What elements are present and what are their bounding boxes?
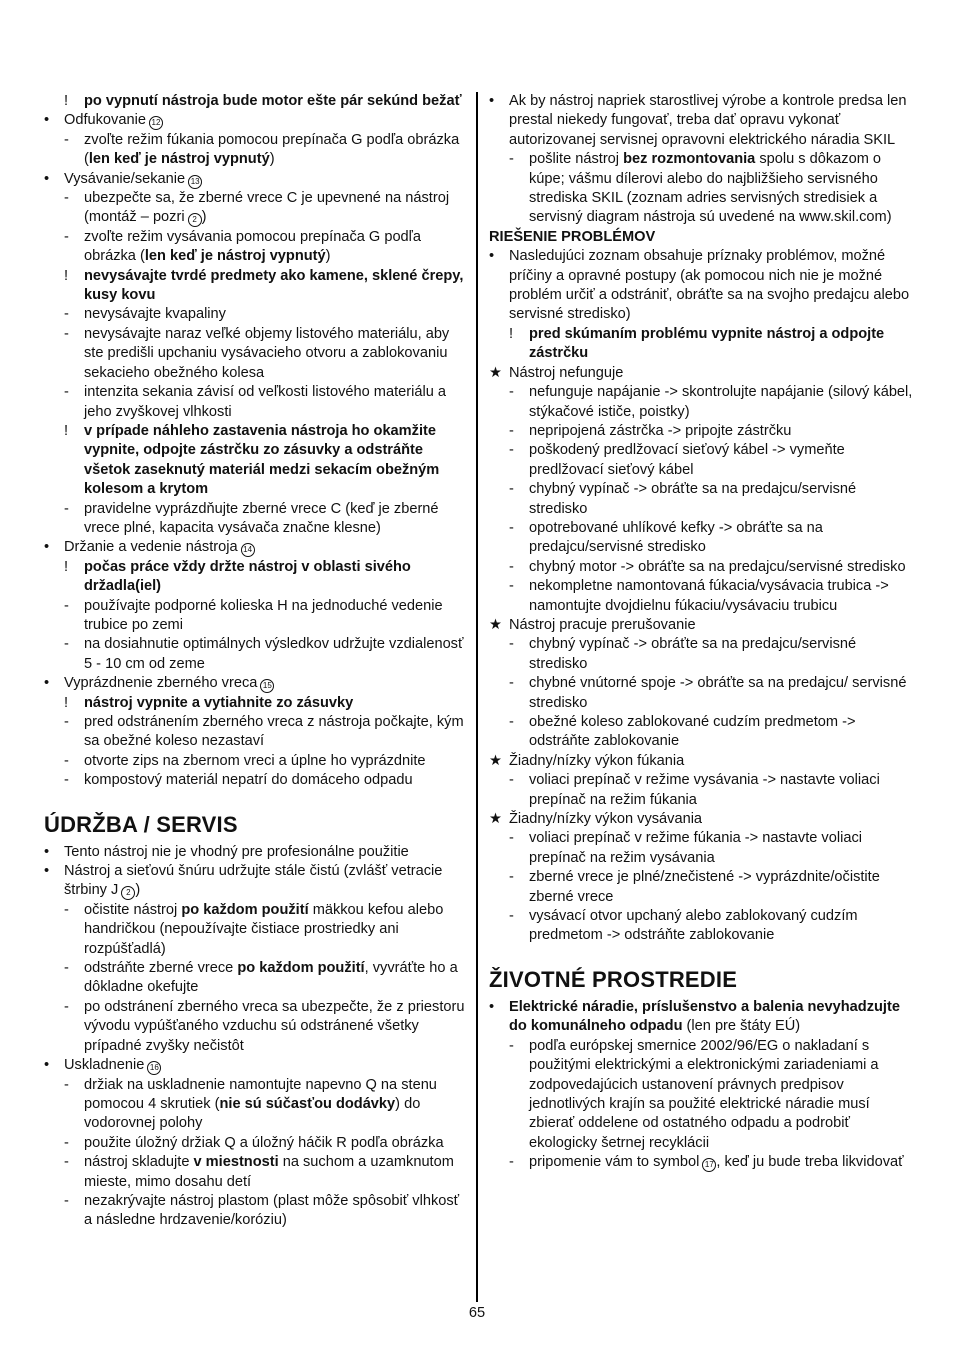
item-text: nástroj skladujte v miestnosti na suchom a uzamknutom mieste, mimo dosahu detí [84, 1154, 454, 1190]
list-marker: • [44, 843, 50, 860]
list-marker: ★ [489, 811, 503, 828]
list-item [489, 810, 915, 829]
item-text: Uskladnenie 16 [64, 1057, 161, 1073]
figure-reference-icon: 16 [147, 1061, 161, 1075]
sub-list-item [489, 1037, 915, 1153]
figure-reference-icon: 17 [702, 1158, 716, 1172]
item-text: Vysávanie/sekanie 13 [64, 171, 202, 187]
item-text: Odfukovanie 12 [64, 112, 163, 128]
figure-reference-icon: 14 [241, 543, 255, 557]
list-marker: - [509, 422, 514, 439]
list-marker: ★ [489, 616, 503, 633]
figure-reference-icon: 15 [260, 679, 274, 693]
sub-list-item [44, 500, 468, 539]
sub-list-item [489, 150, 915, 228]
list-item [44, 862, 468, 901]
item-text: odstráňte zberné vrece po každom použití, vyvráťte ho a dôkladne okefujte [84, 960, 458, 996]
list-marker: - [509, 151, 514, 168]
sub-list-item [44, 752, 468, 771]
list-marker: - [509, 442, 514, 459]
list-marker: • [489, 93, 495, 109]
list-marker: - [64, 752, 69, 769]
sub-list-item [489, 383, 915, 422]
item-text: pripomenie vám to symbol 17 , keď ju bude treba likvidovať [529, 1154, 904, 1171]
list-item [44, 1056, 468, 1075]
item-text: chybný motor -> obráťte sa na predajcu/servisné stredisko [529, 558, 906, 575]
list-marker: - [64, 772, 69, 789]
sub-list-item [489, 907, 915, 946]
list-marker: ★ [489, 364, 503, 381]
list-marker: - [64, 1076, 69, 1093]
item-text: pravidelne vyprázdňujte zberné vrece C (keď je zberné vrece plné, kapacita vysávača značne klesne) [84, 500, 439, 536]
list-marker: - [509, 908, 514, 925]
section-heading: ÚDRŽBA / SERVIS [44, 811, 238, 837]
item-text: nekompletne namontovaná fúkacia/vysávacia trubica -> namontujte dvojdielnu fúkaciu/vysávaciu trubicu [529, 578, 889, 614]
list-item [489, 247, 915, 325]
item-text: na dosiahnutie optimálnych výsledkov udržujte vzdialenosť 5 - 10 cm od zeme [84, 636, 464, 672]
list-marker: - [64, 228, 69, 245]
item-text: pred odstránením zberného vreca z nástroja počkajte, kým sa obežné koleso nezastaví [84, 714, 464, 750]
item-text: Nasledujúci zoznam obsahuje príznaky problémov, možné príčiny a opravné postupy (ak pomocou nich nie je možné problém určiť a odstrániť, obráťte sa na svojho predajcu alebo servisné stredisko) [509, 248, 910, 323]
item-text: otvorte zips na zbernom vreci a úplne ho vyprázdnite [84, 752, 426, 769]
list-marker: - [509, 869, 514, 886]
item-text: Vyprázdnenie zberného vreca 15 [64, 675, 274, 691]
item-text: Ak by nástroj napriek starostlivej výrobe a kontrole predsa len prestal niekedy fungovať, treba dať opravu vykonať autorizovanej servisnej opravovni elektrického náradia SKIL [509, 93, 907, 148]
sub-list-item [489, 480, 915, 519]
list-item [489, 998, 915, 1037]
item-text: voliaci prepínač v režime fúkania -> nastavte voliaci prepínač na režim vysávania [529, 830, 862, 866]
sub-list-item [44, 267, 468, 306]
sub-list-item [489, 577, 915, 616]
figure-reference-icon: 12 [149, 116, 163, 130]
figure-reference-icon: 2 [188, 213, 202, 227]
list-marker: • [44, 170, 50, 187]
list-marker: ! [64, 93, 69, 109]
list-marker: - [64, 1154, 69, 1171]
list-marker: - [509, 636, 514, 653]
list-marker: • [489, 998, 495, 1015]
item-text: pred skúmaním problému vypnite nástroj a odpojte zástrčku [529, 325, 885, 362]
item-text: po odstránení zberného vreca sa ubezpečte, že z priestoru vývodu vypúšťaného vzduchu sú odstránené všetky prípadné zvyšky nečistôt [84, 998, 465, 1054]
list-marker: - [509, 675, 514, 692]
list-item [489, 616, 915, 635]
sub-list-item [44, 901, 468, 959]
list-marker: - [509, 384, 514, 401]
sub-list-item [44, 558, 468, 597]
list-marker: - [64, 1192, 69, 1209]
sub-list-item [44, 422, 468, 500]
list-marker: ! [64, 694, 69, 711]
list-marker: - [509, 830, 514, 847]
list-marker: - [64, 325, 69, 342]
list-marker: ! [509, 325, 514, 342]
list-marker: • [44, 539, 50, 556]
sub-list-item [489, 325, 915, 364]
sub-list-item [44, 1076, 468, 1134]
item-text: pošlite nástroj bez rozmontovania spolu s dôkazom o kúpe; vášmu dílerovi alebo do najbližšieho servisného strediska SKIL (zoznam adries servisných stredisiek a servisný diagram nástroja sú uvedené na www.skil.com) [529, 151, 892, 226]
item-text: nefunguje napájanie -> skontrolujte napájanie (silový kábel, stýkačové ističe, poistky) [529, 384, 913, 420]
sub-list-item [489, 441, 915, 480]
list-marker: - [64, 960, 69, 977]
item-text: nepripojená zástrčka -> pripojte zástrčku [529, 422, 792, 439]
list-marker: - [509, 558, 514, 575]
item-text: Tento nástroj nie je vhodný pre profesionálne použitie [64, 843, 409, 860]
list-marker: ★ [489, 752, 503, 769]
item-text: chybné vnútorné spoje -> obráťte sa na predajcu/ servisné stredisko [529, 675, 907, 711]
item-text: nezakrývajte nástroj plastom (plast môže spôsobiť vlhkosť a následne hrdzavenie/koróziu) [84, 1192, 460, 1229]
item-text: zvoľte režim fúkania pomocou prepínača G podľa obrázka (len keď je nástroj vypnutý) [84, 131, 460, 168]
item-text: ubezpečte sa, že zberné vrece C je upevnené na nástroj (montáž – pozri 2 ) [84, 190, 450, 226]
list-marker: - [64, 998, 69, 1015]
item-text: držiak na uskladnenie namontujte napevno Q na stenu pomocou 4 skrutiek (nie sú súčasťou dodávky) do vodorovnej polohy [84, 1076, 437, 1132]
list-item [489, 92, 915, 150]
item-text: obežné koleso zablokované cudzím predmetom -> odstráňte zablokovanie [529, 714, 856, 750]
right-column [489, 92, 915, 1173]
item-text: podľa európskej smernice 2002/96/EG o nakladaní s použitými elektrickými a elektronickými zariadeniami a zodpovedajúcich ustanovení právnych predpisov jednotlivých krajín sa použité elektrické náradie musí zbierať oddelene od ostatného odpadu a podrobiť ekologicky šetrnej recyklácii [529, 1037, 879, 1151]
item-text: očistite nástroj po každom použití mäkkou kefou alebo handričkou (nepoužívajte čistiace prostriedky ani rozpúšťadlá) [84, 901, 444, 957]
item-text: Nástroj a sieťovú šnúru udržujte stále čistú (zvlášť vetracie štrbiny J 2 ) [64, 863, 443, 899]
list-marker: - [64, 901, 69, 918]
list-item [489, 364, 915, 383]
sub-list-item [489, 771, 915, 810]
list-item [44, 843, 468, 862]
item-text: opotrebované uhlíkové kefky -> obráťte sa na predajcu/servisné stredisko [529, 519, 823, 556]
list-item [44, 538, 468, 557]
list-marker: - [509, 1154, 514, 1171]
sub-list-item [44, 635, 468, 674]
sub-list-item [44, 189, 468, 228]
item-text: voliaci prepínač v režime vysávania -> nastavte voliaci prepínač na režim fúkania [529, 772, 880, 808]
sub-list-item [489, 558, 915, 577]
list-item [44, 170, 468, 189]
list-marker: • [489, 248, 495, 265]
list-marker: - [509, 772, 514, 789]
list-item [489, 752, 915, 771]
list-marker: • [44, 1057, 50, 1074]
figure-reference-icon: 13 [188, 175, 202, 189]
item-text: kompostový materiál nepatrí do domáceho odpadu [84, 772, 413, 789]
item-text: zberné vrece je plné/znečistené -> vyprázdnite/očistite zberné vrece [529, 869, 880, 905]
list-marker: - [64, 636, 69, 653]
list-marker: • [44, 112, 50, 129]
item-text: v prípade náhleho zastavenia nástroja ho okamžite vypnite, odpojte zástrčku zo zásuvky a odstráňte všetok zaseknutý materiál medzi sekacím obežným kolesom a krytom [84, 422, 440, 498]
list-marker: - [509, 481, 514, 498]
sub-list-item [489, 713, 915, 752]
list-marker: - [64, 190, 69, 207]
item-text: Nástroj nefunguje [509, 364, 624, 381]
sub-list-item [44, 959, 468, 998]
item-text: Nástroj pracuje prerušovanie [509, 616, 696, 633]
item-text: nevysávajte naraz veľké objemy listového materiálu, aby ste predišli upchaniu vysávacieho otvoru a zablokovaniu sekacieho obežného kolesa [84, 325, 450, 381]
sub-list-item [44, 771, 468, 790]
list-marker: - [509, 578, 514, 595]
list-marker: ! [64, 422, 69, 439]
list-marker: ! [64, 267, 69, 284]
left-column [44, 92, 468, 1231]
sub-list-item [44, 131, 468, 170]
item-text: použite úložný držiak Q a úložný háčik R podľa obrázka [84, 1134, 444, 1151]
sub-list-item [489, 422, 915, 441]
list-marker: - [509, 1037, 514, 1054]
sub-list-item [489, 829, 915, 868]
item-text: nevysávajte kvapaliny [84, 306, 226, 323]
item-text: Žiadny/nízky výkon vysávania [509, 811, 703, 828]
sub-list-item [489, 519, 915, 558]
sub-list-item [44, 1153, 468, 1192]
sub-list-item [44, 694, 468, 713]
sub-list-item [489, 868, 915, 907]
item-text: Elektrické náradie, príslušenstvo a balenia nevyhadzujte do komunálneho odpadu (len pre štáty EÚ) [509, 998, 900, 1035]
section-heading: ŽIVOTNÉ PROSTREDIE [489, 966, 738, 992]
figure-reference-icon: 2 [121, 886, 135, 900]
list-marker: - [64, 597, 69, 614]
list-marker: - [64, 384, 69, 401]
item-text: po vypnutí nástroja bude motor ešte pár sekúnd bežať [84, 93, 462, 109]
item-text: chybný vypínač -> obráťte sa na predajcu/servisné stredisko [529, 636, 857, 672]
item-text: Žiadny/nízky výkon fúkania [509, 752, 685, 769]
sub-list-item [44, 325, 468, 383]
item-text: Držanie a vedenie nástroja 14 [64, 539, 255, 555]
list-marker: ! [64, 558, 69, 575]
item-text: počas práce vždy držte nástroj v oblasti sivého držadla(iel) [84, 558, 411, 595]
subsection-heading: RIEŠENIE PROBLÉMOV [489, 228, 656, 245]
item-text: nevysávajte tvrdé predmety ako kamene, sklené črepy, kusy kovu [84, 267, 464, 304]
sub-list-item [44, 713, 468, 752]
item-text: vysávací otvor upchaný alebo zablokovaný cudzím predmetom -> odstráňte zablokovanie [529, 908, 858, 944]
list-marker: - [509, 519, 514, 536]
item-text: zvoľte režim vysávania pomocou prepínača G podľa obrázka (len keď je nástroj vypnutý) [84, 228, 422, 265]
item-text: používajte podporné kolieska H na jednoduché vedenie trubice po zemi [84, 597, 443, 633]
list-item [44, 111, 468, 130]
item-text: chybný vypínač -> obráťte sa na predajcu/servisné stredisko [529, 481, 857, 517]
list-marker: • [44, 675, 50, 692]
sub-list-item [489, 1153, 915, 1172]
sub-list-item [44, 92, 468, 111]
sub-list-item [489, 635, 915, 674]
list-marker: - [64, 306, 69, 323]
list-marker: • [44, 863, 50, 880]
sub-list-item [44, 228, 468, 267]
item-text: nástroj vypnite a vytiahnite zo zásuvky [84, 694, 354, 711]
sub-list-item [44, 383, 468, 422]
sub-list-item [44, 305, 468, 324]
sub-list-item [44, 597, 468, 636]
list-marker: - [64, 714, 69, 730]
page-number: 65 [468, 1305, 486, 1321]
sub-list-item [44, 1134, 468, 1153]
column-divider [476, 92, 478, 1302]
item-text: intenzita sekania závisí od veľkosti listového materiálu a jeho zvyškovej vlhkosti [84, 384, 446, 420]
sub-list-item [44, 1192, 468, 1231]
list-marker: - [64, 500, 69, 517]
list-marker: - [64, 1134, 69, 1151]
sub-list-item [44, 998, 468, 1056]
list-marker: - [509, 714, 514, 730]
list-item [44, 674, 468, 693]
sub-list-item [489, 674, 915, 713]
item-text: poškodený predlžovací sieťový kábel -> vymeňte predlžovací sieťový kábel [529, 442, 845, 478]
list-marker: - [64, 131, 69, 148]
